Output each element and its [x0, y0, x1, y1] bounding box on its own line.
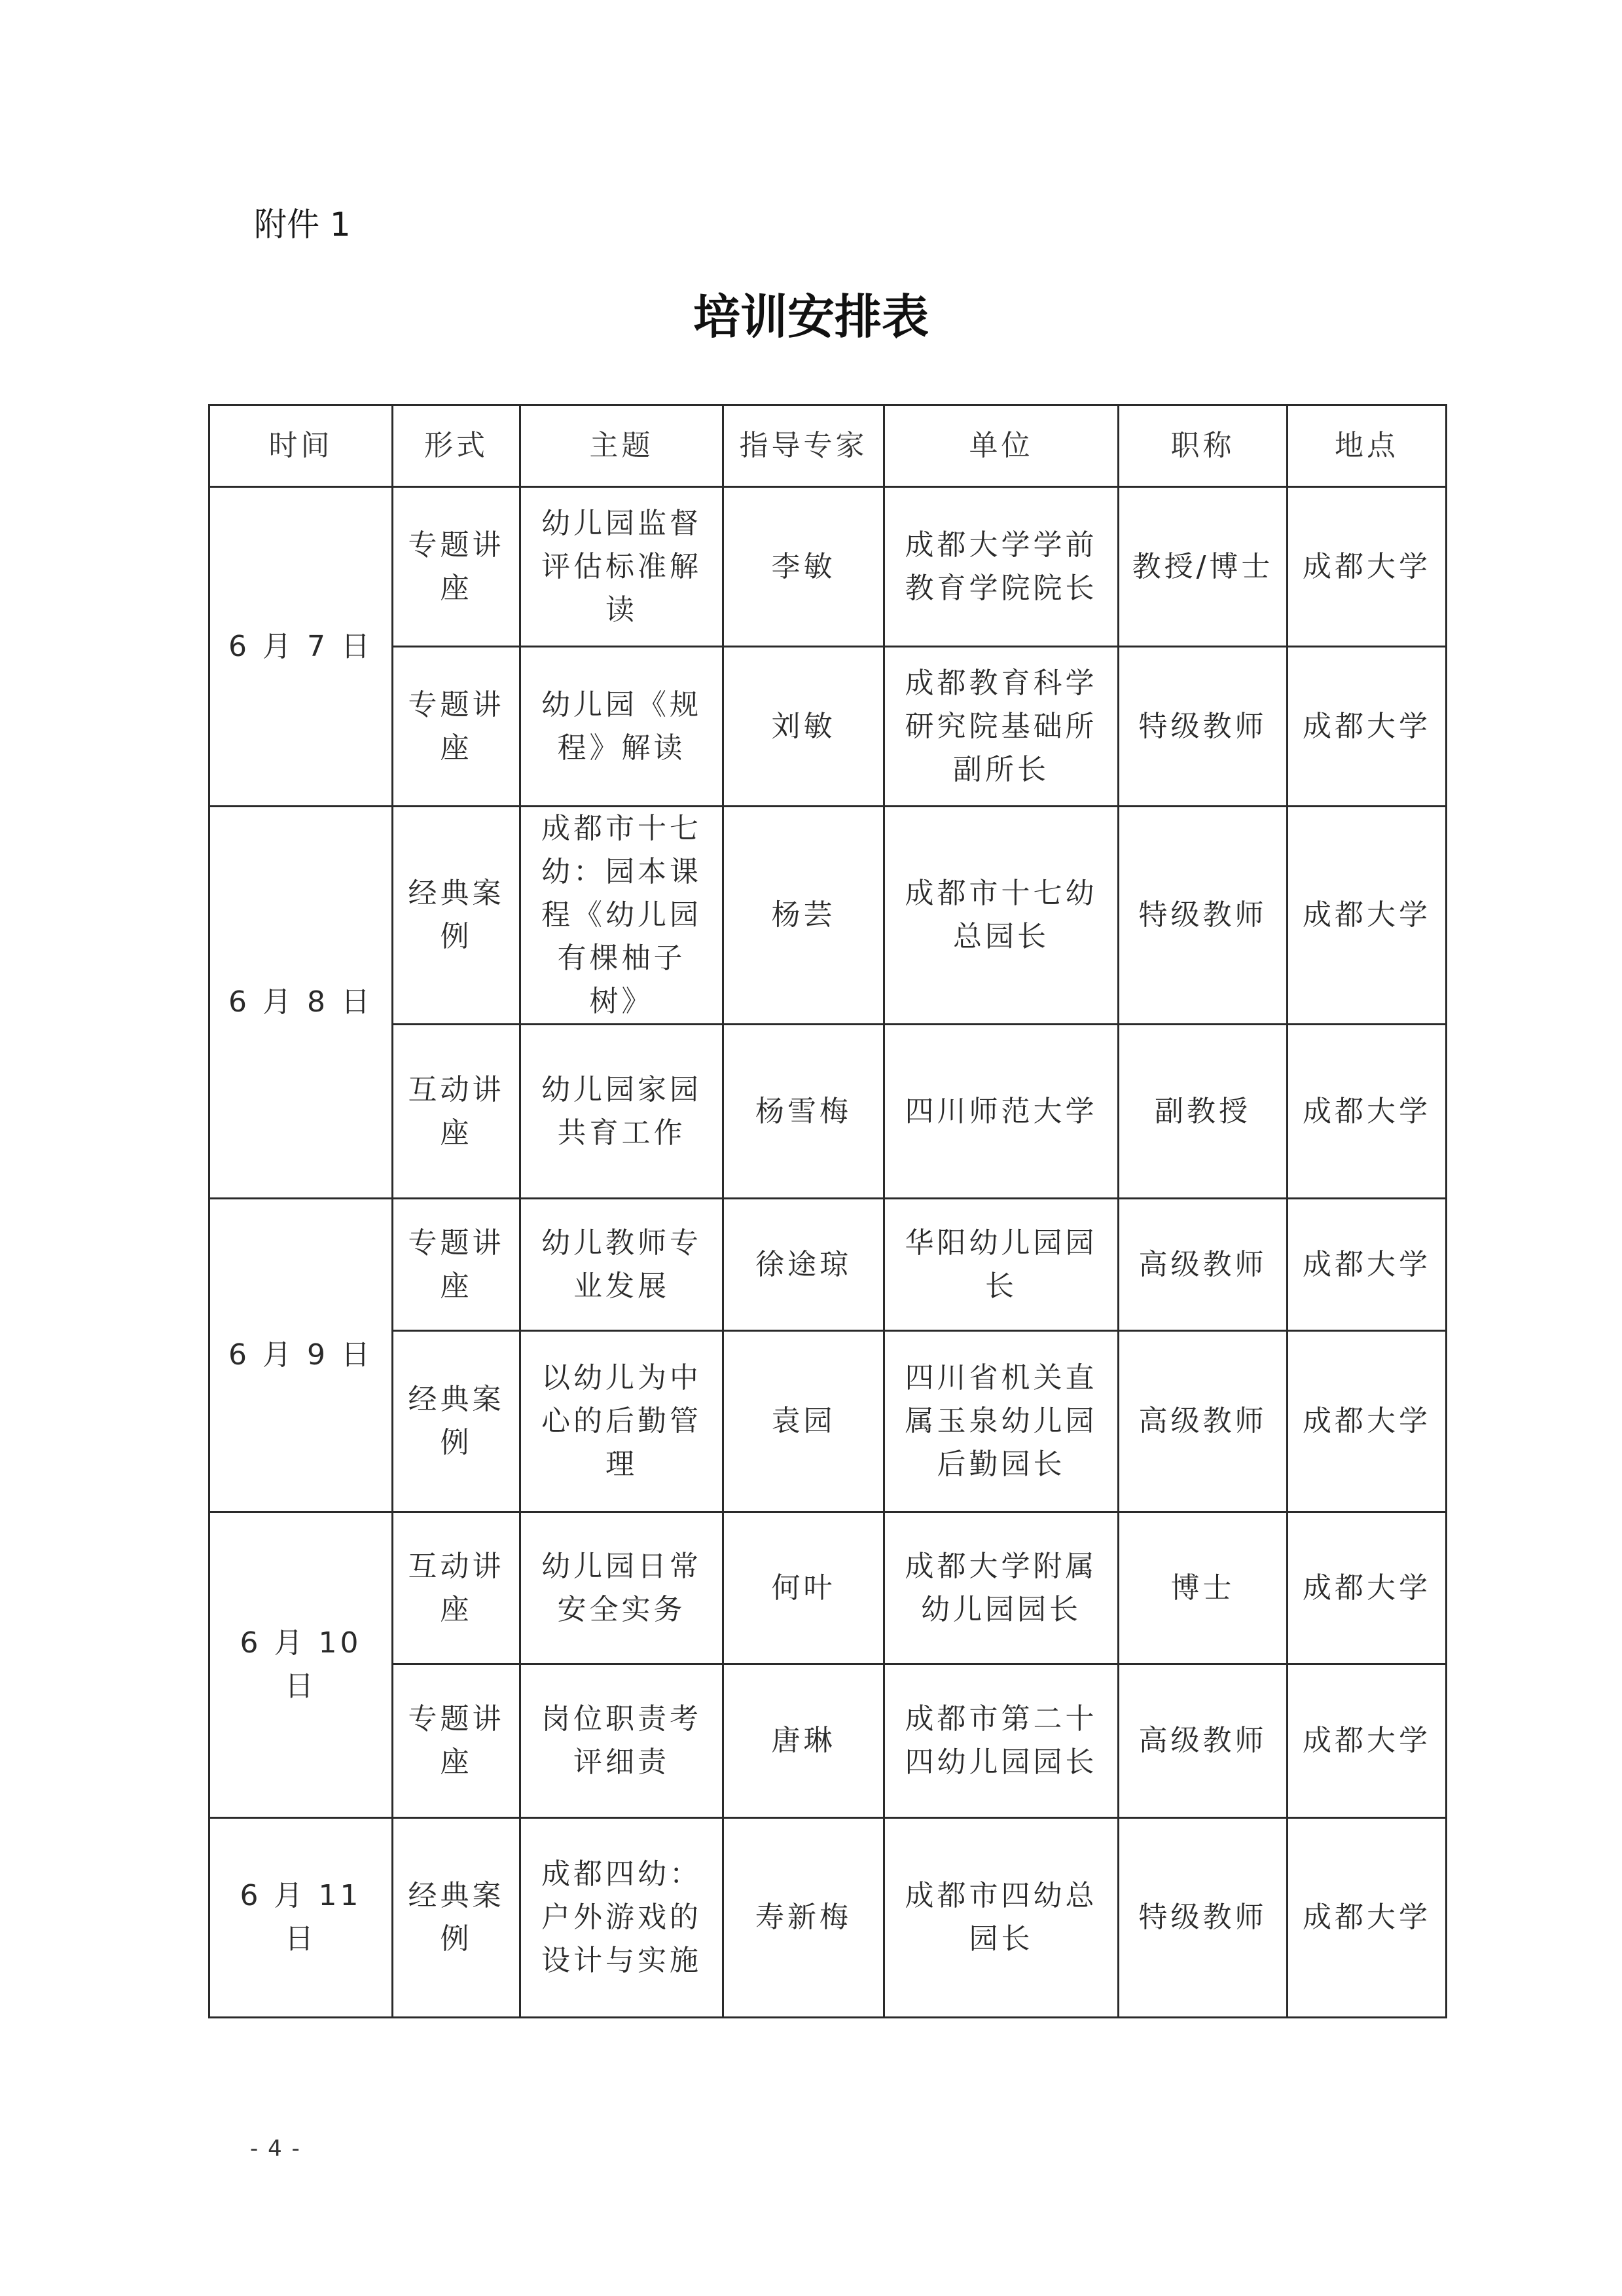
topic-cell: 以幼儿为中心的后勤管理	[520, 1331, 723, 1512]
table-row	[209, 807, 1447, 1025]
expert-cell: 李敏	[723, 487, 884, 647]
place-cell: 成都大学	[1288, 1199, 1447, 1331]
unit-cell: 四川省机关直属玉泉幼儿园后勤园长	[884, 1331, 1119, 1512]
table-row	[209, 1664, 1447, 1818]
date-cell: 6 月 10 日	[209, 1512, 393, 1818]
topic-cell: 岗位职责考评细责	[520, 1664, 723, 1818]
header-unit: 单位	[884, 405, 1119, 487]
form-cell: 专题讲座	[393, 1199, 520, 1331]
table-row	[209, 1199, 1447, 1331]
form-cell: 专题讲座	[393, 487, 520, 647]
header-title: 职称	[1119, 405, 1288, 487]
topic-cell: 成都四幼：户外游戏的设计与实施	[520, 1818, 723, 2018]
place-cell: 成都大学	[1288, 487, 1447, 647]
header-topic: 主题	[520, 405, 723, 487]
form-cell: 经典案例	[393, 807, 520, 1025]
expert-cell: 唐琳	[723, 1664, 884, 1818]
unit-cell: 华阳幼儿园园长	[884, 1199, 1119, 1331]
date-cell: 6 月 7 日	[209, 487, 393, 807]
title-cell: 博士	[1119, 1512, 1288, 1664]
header-time: 时间	[209, 405, 393, 487]
date-cell: 6 月 9 日	[209, 1199, 393, 1512]
title-cell: 高级教师	[1119, 1199, 1288, 1331]
unit-cell: 成都大学附属幼儿园园长	[884, 1512, 1119, 1664]
title-cell: 高级教师	[1119, 1331, 1288, 1512]
expert-cell: 徐途琼	[723, 1199, 884, 1331]
place-cell: 成都大学	[1288, 1664, 1447, 1818]
page-number: - 4 -	[250, 2136, 301, 2162]
expert-cell: 杨芸	[723, 807, 884, 1025]
unit-cell: 四川师范大学	[884, 1025, 1119, 1199]
unit-cell: 成都市第二十四幼儿园园长	[884, 1664, 1119, 1818]
table-row	[209, 487, 1447, 647]
date-cell: 6 月 8 日	[209, 807, 393, 1199]
expert-cell: 袁园	[723, 1331, 884, 1512]
title-cell: 特级教师	[1119, 647, 1288, 807]
form-cell: 互动讲座	[393, 1025, 520, 1199]
header-place: 地点	[1288, 405, 1447, 487]
table-row	[209, 1331, 1447, 1512]
topic-cell: 幼儿教师专业发展	[520, 1199, 723, 1331]
table-row	[209, 647, 1447, 807]
header-expert: 指导专家	[723, 405, 884, 487]
table-row	[209, 1512, 1447, 1664]
date-cell: 6 月 11 日	[209, 1818, 393, 2018]
title-cell: 特级教师	[1119, 807, 1288, 1025]
topic-cell: 成都市十七幼：园本课程《幼儿园有棵柚子树》	[520, 807, 723, 1025]
attachment-label: 附件 1	[254, 206, 351, 244]
topic-cell: 幼儿园《规程》解读	[520, 647, 723, 807]
unit-cell: 成都大学学前教育学院院长	[884, 487, 1119, 647]
header-row	[209, 405, 1447, 487]
place-cell: 成都大学	[1288, 647, 1447, 807]
place-cell: 成都大学	[1288, 1512, 1447, 1664]
place-cell: 成都大学	[1288, 807, 1447, 1025]
place-cell: 成都大学	[1288, 1818, 1447, 2018]
table-row	[209, 1025, 1447, 1199]
form-cell: 互动讲座	[393, 1512, 520, 1664]
form-cell: 经典案例	[393, 1818, 520, 2018]
title-cell: 副教授	[1119, 1025, 1288, 1199]
title-cell: 高级教师	[1119, 1664, 1288, 1818]
place-cell: 成都大学	[1288, 1331, 1447, 1512]
title-cell: 特级教师	[1119, 1818, 1288, 2018]
unit-cell: 成都市十七幼总园长	[884, 807, 1119, 1025]
expert-cell: 杨雪梅	[723, 1025, 884, 1199]
document-title: 培训安排表	[693, 289, 929, 344]
unit-cell: 成都市四幼总园长	[884, 1818, 1119, 2018]
topic-cell: 幼儿园监督评估标准解读	[520, 487, 723, 647]
topic-cell: 幼儿园日常安全实务	[520, 1512, 723, 1664]
unit-cell: 成都教育科学研究院基础所副所长	[884, 647, 1119, 807]
form-cell: 经典案例	[393, 1331, 520, 1512]
table-row	[209, 1818, 1447, 2018]
form-cell: 专题讲座	[393, 1664, 520, 1818]
title-cell: 教授/博士	[1119, 487, 1288, 647]
training-schedule-table	[208, 404, 1447, 2018]
topic-cell: 幼儿园家园共育工作	[520, 1025, 723, 1199]
header-form: 形式	[393, 405, 520, 487]
expert-cell: 何叶	[723, 1512, 884, 1664]
place-cell: 成都大学	[1288, 1025, 1447, 1199]
expert-cell: 刘敏	[723, 647, 884, 807]
expert-cell: 寿新梅	[723, 1818, 884, 2018]
form-cell: 专题讲座	[393, 647, 520, 807]
